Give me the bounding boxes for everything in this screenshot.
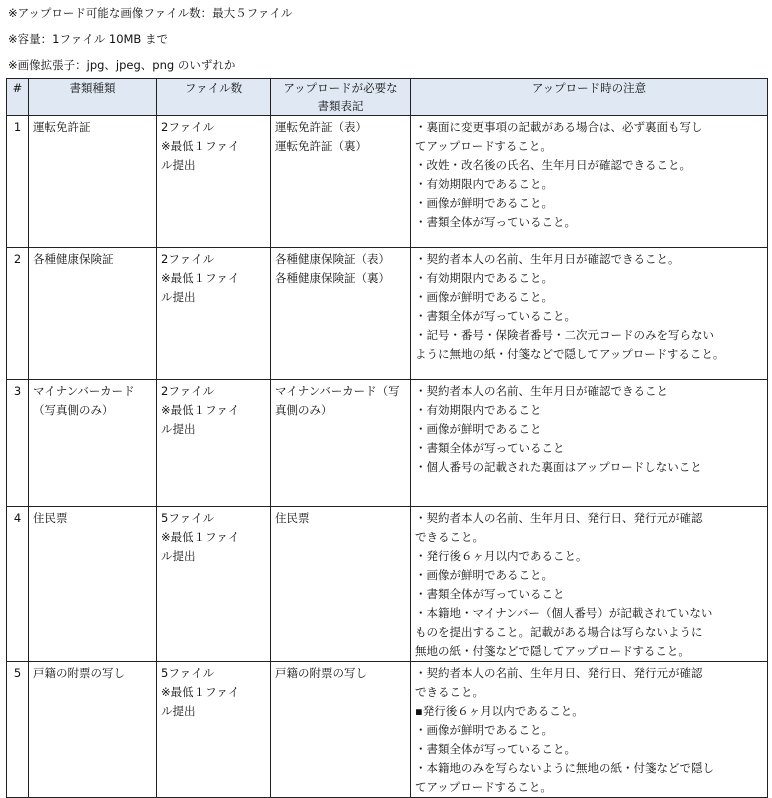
upload-note-line: ように無地の紙・付箋などで隠してアップロードすること。 xyxy=(415,347,725,361)
document-label-line: 運転免許証（裏） xyxy=(275,139,367,153)
file-count-cell xyxy=(157,248,271,380)
upload-note-line: できること。 xyxy=(415,685,484,699)
upload-notes-cell xyxy=(411,248,768,380)
table-row xyxy=(7,116,768,248)
file-count-cell xyxy=(157,380,271,507)
upload-note-line: ・契約者本人の名前、生年月日が確認できること。 xyxy=(415,252,680,266)
document-type-line: （写真側のみ） xyxy=(33,403,114,417)
upload-notes-cell xyxy=(411,662,768,798)
document-label-line: マイナンバーカード（写 xyxy=(275,384,400,398)
upload-note-line: ・書類全体が写っていること。 xyxy=(415,742,576,756)
upload-note-line: ものを提出すること。記載がある場合は写らないように xyxy=(415,625,703,639)
upload-note-line: ・有効期限内であること xyxy=(415,403,542,417)
upload-note-line: ・書類全体が写っていること xyxy=(415,441,565,455)
document-type-line: マイナンバーカード xyxy=(33,384,135,398)
file-count-line: 2ファイル xyxy=(161,384,215,398)
upload-note-line: ・書類全体が写っていること。 xyxy=(415,309,576,323)
upload-note-line: ・個人番号の記載された裏面はアップロードしないこと xyxy=(415,460,702,474)
document-label-line: 運転免許証（表） xyxy=(275,120,367,134)
file-count-line: ※最低１ファイ xyxy=(161,271,240,285)
file-count-line: ※最低１ファイ xyxy=(161,403,240,417)
file-count-line: 2ファイル xyxy=(161,120,215,134)
document-label-cell xyxy=(271,662,411,798)
header-upload-notes: アップロード時の注意 xyxy=(411,79,768,116)
file-count-line: ル提出 xyxy=(161,158,196,172)
upload-notes-cell xyxy=(411,116,768,248)
row-number: 4 xyxy=(7,507,29,662)
document-label-cell xyxy=(271,380,411,507)
upload-note-line: ・書類全体が写っていること。 xyxy=(415,215,576,229)
upload-file-count-note: ※アップロード可能な画像ファイル数：最大５ファイル xyxy=(8,6,293,20)
upload-notes-cell xyxy=(411,380,768,507)
upload-note-line: ・裏面に変更事項の記載がある場合は、必ず裏面も写し xyxy=(415,120,703,134)
table-row xyxy=(7,662,768,798)
upload-note-line: ・契約者本人の名前、生年月日、発行日、発行元が確認 xyxy=(415,666,703,680)
upload-note-line: ・改姓・改名後の氏名、生年月日が確認できること。 xyxy=(415,158,691,172)
document-type-line: 戸籍の附票の写し xyxy=(33,666,125,680)
file-size-note: ※容量：1ファイル 10MB まで xyxy=(8,32,168,46)
document-type-cell xyxy=(29,380,157,507)
file-count-line: ※最低１ファイ xyxy=(161,685,240,699)
upload-note-line: ▪発行後６ヶ月以内であること。 xyxy=(415,704,584,718)
upload-note-line: てアップロードすること。 xyxy=(415,780,552,794)
file-count-line: 5ファイル xyxy=(161,511,215,525)
document-label-cell xyxy=(271,507,411,662)
header-file-count: ファイル数 xyxy=(157,79,271,116)
file-count-line: 5ファイル xyxy=(161,666,215,680)
file-count-cell xyxy=(157,507,271,662)
required-documents-table xyxy=(6,78,768,798)
upload-note-line: ・画像が鮮明であること。 xyxy=(415,568,553,582)
file-count-line: 2ファイル xyxy=(161,252,215,266)
document-label-line: 真側のみ） xyxy=(275,403,333,417)
table-body xyxy=(7,116,768,798)
upload-note-line: ・有効期限内であること。 xyxy=(415,177,553,191)
table-header-row xyxy=(7,79,768,116)
upload-note-line: ・画像が鮮明であること。 xyxy=(415,290,553,304)
document-label-line: 各種健康保険証（裏） xyxy=(275,271,390,285)
row-number: 1 xyxy=(7,116,29,248)
document-type-line: 運転免許証 xyxy=(33,120,91,134)
document-label-cell xyxy=(271,248,411,380)
document-type-cell xyxy=(29,507,157,662)
file-count-line: ル提出 xyxy=(161,290,196,304)
upload-note-line: 無地の紙・付箋などで隠してアップロードすること。 xyxy=(415,644,690,658)
upload-note-line: ・画像が鮮明であること。 xyxy=(415,723,553,737)
upload-note-line: ・画像が鮮明であること xyxy=(415,422,542,436)
upload-note-line: ・発行後６ヶ月以内であること。 xyxy=(415,549,588,563)
document-type-cell xyxy=(29,248,157,380)
header-number: # xyxy=(7,79,29,116)
document-label-cell xyxy=(271,116,411,248)
document-type-cell xyxy=(29,662,157,798)
document-type-line: 各種健康保険証 xyxy=(33,252,114,266)
table-row xyxy=(7,248,768,380)
row-number: 5 xyxy=(7,662,29,798)
header-document-label xyxy=(271,79,411,116)
upload-note-line: ・本籍地のみを写らないように無地の紙・付箋などで隠し xyxy=(415,761,714,775)
file-count-line: ※最低１ファイ xyxy=(161,139,240,153)
upload-note-line: ・本籍地・マイナンバー（個人番号）が記載されていない xyxy=(415,606,713,620)
file-count-cell xyxy=(157,662,271,798)
file-count-line: ※最低１ファイ xyxy=(161,530,240,544)
table-row xyxy=(7,507,768,662)
file-count-cell xyxy=(157,116,271,248)
document-type-line: 住民票 xyxy=(33,511,68,525)
file-count-line: ル提出 xyxy=(161,704,196,718)
document-label-line: 住民票 xyxy=(275,511,310,525)
document-label-line: 各種健康保険証（表） xyxy=(275,252,390,266)
upload-note-line: ・契約者本人の名前、生年月日が確認できること xyxy=(415,384,668,398)
row-number: 2 xyxy=(7,248,29,380)
header-document-label-line: 書類表記 xyxy=(317,99,364,113)
upload-note-line: ・記号・番号・保険者番号・二次元コードのみを写らない xyxy=(415,328,714,342)
header-document-label-line: アップロードが必要な xyxy=(283,81,398,95)
upload-note-line: ・書類全体が写っていること xyxy=(415,587,565,601)
header-document-type: 書類種類 xyxy=(29,79,157,116)
table-row xyxy=(7,380,768,507)
upload-notes-cell xyxy=(411,507,768,662)
upload-note-line: ・有効期限内であること。 xyxy=(415,271,553,285)
document-type-cell xyxy=(29,116,157,248)
file-count-line: ル提出 xyxy=(161,422,196,436)
file-extension-note: ※画像拡張子：jpg、jpeg、png のいずれか xyxy=(8,58,236,72)
upload-note-line: できること。 xyxy=(415,530,484,544)
upload-note-line: てアップロードすること。 xyxy=(415,139,552,153)
upload-note-line: ・画像が鮮明であること。 xyxy=(415,196,553,210)
row-number: 3 xyxy=(7,380,29,507)
document-label-line: 戸籍の附票の写し xyxy=(275,666,367,680)
upload-note-line: ・契約者本人の名前、生年月日、発行日、発行元が確認 xyxy=(415,511,703,525)
file-count-line: ル提出 xyxy=(161,549,196,563)
